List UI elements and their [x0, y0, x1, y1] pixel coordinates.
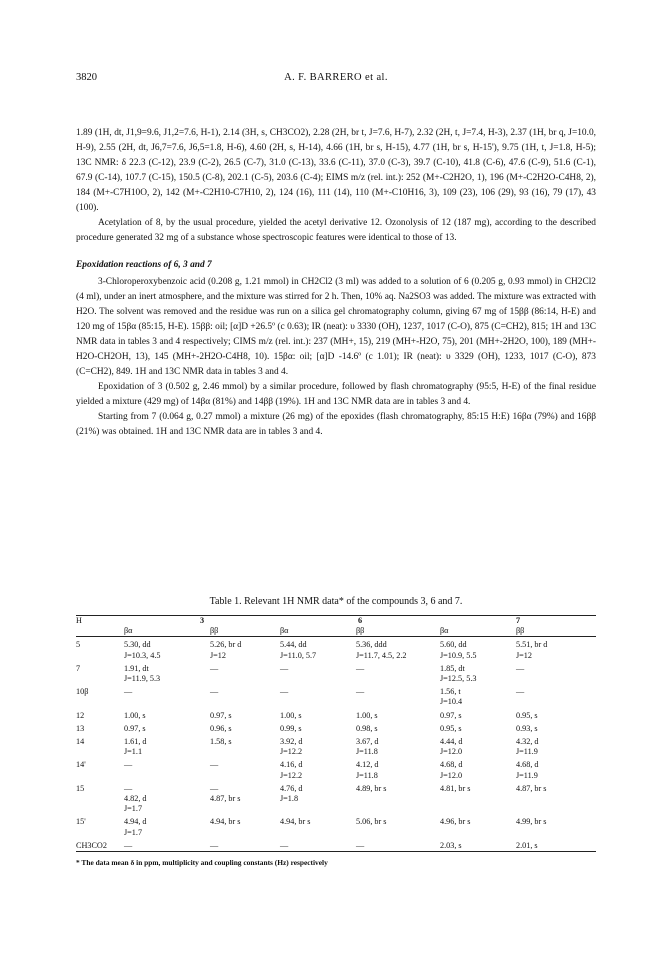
- table-cell: 4.68, d J=11.9: [516, 760, 539, 780]
- subheader: βα: [124, 626, 133, 636]
- table-row: [76, 757, 596, 780]
- paragraph-epoxidation-6: 3-Chloroperoxybenzoic acid (0.208 g, 1.21 mmol) in CH2Cl2 (3 ml) was added to a solution of 6 (0.205 g, 0.93 mmol) in CH2Cl2 (4 ml), under an inert atmosphere, and the mixture was stirred for 2 h. Then, 10% aq. Na2SO3 was added. The mixture was extracted with H2O. The solvent was removed and the residue was run on a silica gel chromatography column, giving 67 mg of 15ββ (86:14, H-E) and 120 mg of 15βα (85:15, H-E). 15ββ: oil; [α]D +26.5º (c 0.63); IR (neat): υ 3330 (OH), 1237, 1017 (C-O), 875 (C=CH2), 815; 1H and 13C NMR data in tables 3 and 4 respectively; CIMS m/z (rel. int.): 237 (MH+, 15), 219 (MH+-H2O, 75), 201 (MH+-2H2O, 100), 189 (MH+-H2O-CH2OH, 13), 145 (MH+-2H2O-C4H8, 10). 15βα: oil; [α]D -14.6º (c 1.01); IR (neat): υ 3329 (OH), 1233, 1017 (C-O), 873 (C=CH2), 849. 1H and 13C NMR data in tables 3 and 4.: [76, 277, 596, 377]
- table-cell: 0.93, s: [516, 723, 538, 733]
- table-cell: 5.06, br s: [356, 817, 387, 827]
- table-row: [76, 781, 596, 815]
- table-cell: 4.89, br s: [356, 783, 387, 793]
- table-cell: 1.58, s: [210, 737, 232, 747]
- row-label: 7: [76, 663, 81, 673]
- table-cell: 4.87, br s: [516, 783, 547, 793]
- table-cell: 5.51, br d J=12: [516, 640, 548, 660]
- table-title: Table 1. Relevant 1H NMR data* of the compounds 3, 6 and 7.: [209, 596, 463, 607]
- paragraph-nmr-data: 1.89 (1H, dt, J1,9=9.6, J1,2=7.6, H-1), 2.14 (3H, s, CH3CO2), 2.28 (2H, br t, J=7.6, H-7), 2.32 (2H, t, J=7.4, H-3), 2.37 (1H, br q, J=10.0, H-9), 2.55 (2H, dt, J6,7=7.6, J6,5=1.8, H-6), 4.60 (2H, s, H-14), 4.66 (1H, br s, H-15), 4.77 (1H, br s, H-15'), 9.75 (1H, t, J=1.8, H-5); 13C NMR: δ 22.3 (C-12), 23.9 (C-2), 26.5 (C-7), 31.0 (C-13), 33.6 (C-11), 37.0 (C-3), 39.7 (C-10), 41.8 (C-6), 47.6 (C-9), 51.6 (C-1), 67.9 (C-14), 107.7 (C-15), 150.5 (C-8), 202.1 (C-5), 203.6 (C-4); EIMS m/z (rel. int.): 252 (M+-C2H2O, 1), 196 (M+-C2H2O-C4H8, 2), 184 (M+-C7H10O, 2), 142 (M+-C2H10-C7H10, 2), 124 (16), 111 (14), 110 (M+-C10H16, 3), 109 (23), 106 (29), 93 (16), 79 (17), 43 (100).: [76, 128, 596, 213]
- table-cell: 1.56, t J=10.4: [440, 687, 463, 707]
- table-cell: 2.01, s: [516, 840, 538, 850]
- table-row: [76, 721, 596, 734]
- row-label: 12: [76, 710, 85, 720]
- row-label: 15': [76, 817, 86, 827]
- group-header-3: 3: [199, 616, 205, 625]
- table-cell: 4.96, br s: [440, 817, 471, 827]
- table-cell: —: [124, 840, 133, 850]
- table-cell: 4.12, d J=11.8: [356, 760, 379, 780]
- group-header-7: 7: [515, 616, 521, 625]
- table-row: [76, 684, 596, 707]
- table-row: [76, 708, 596, 721]
- table-cell: —: [124, 760, 133, 770]
- table-cell: 1.61, d J=1.1: [124, 737, 147, 757]
- page-number: 3820: [76, 72, 97, 83]
- table-cell: 0.99, s: [280, 723, 302, 733]
- subheader: βα: [440, 626, 449, 636]
- table-cell: 0.97, s: [124, 723, 146, 733]
- table-row: [76, 734, 596, 757]
- table-cell: 4.76, d J=1.8: [280, 783, 303, 804]
- table-cell: 5.44, dd J=11.0, 5.7: [280, 640, 317, 660]
- article-body: [76, 126, 596, 440]
- table-cell: 1.91, dt J=11.9, 5.3: [124, 663, 161, 684]
- table-row: [76, 661, 596, 684]
- paragraph-epoxidation-7: Starting from 7 (0.064 g, 0.27 mmol) a mixture (26 mg) of the epoxides (flash chromatography, 85:15 H:E) 16βα (79%) and 16ββ (21%) was obtained. 1H and 13C NMR data are in tables 3 and 4.: [76, 412, 596, 437]
- section-title: Epoxidation reactions of 6, 3 and 7: [76, 260, 212, 270]
- table-cell: —: [356, 663, 365, 673]
- row-label: 10β: [76, 687, 89, 697]
- table-cell: —: [124, 687, 133, 697]
- h-column-header: H: [76, 616, 82, 625]
- table-footnote: * The data mean δ in ppm, multiplicity and coupling constants (Hz) respectively: [76, 858, 328, 868]
- table-cell: 0.95, s: [440, 723, 462, 733]
- subheader: ββ: [210, 626, 219, 636]
- table-1: [76, 596, 596, 867]
- table-cell: 2.03, s: [440, 840, 462, 850]
- table-cell: 4.94, br s: [210, 817, 241, 827]
- table-cell: 5.26, br d J=12: [210, 640, 242, 660]
- paragraph-acetylation: Acetylation of 8, by the usual procedure, yielded the acetyl derivative 12. Ozonolysis of 12 (187 mg), according to the described procedure generated 32 mg of a substance whose spectroscopic features were identical to those of 13.: [76, 218, 596, 243]
- table-cell: 4.44, d J=12.0: [440, 737, 463, 757]
- row-label: 13: [76, 723, 85, 733]
- row-label: CH3CO2: [76, 840, 107, 850]
- table-cell: 1.85, dt J=12.5, 5.3: [440, 663, 477, 684]
- paragraph-epoxidation-3: Epoxidation of 3 (0.502 g, 2.46 mmol) by a similar procedure, followed by flash chromatography (95:5, H-E) of the final residue yielded a mixture (429 mg) of 14βα (81%) and 14ββ (19%). 1H and 13C NMR data are in tables 3 and 4.: [76, 382, 596, 407]
- table-cell: 4.99, br s: [516, 817, 547, 827]
- table-cell: 0.95, s: [516, 710, 538, 720]
- table-cell: —: [280, 840, 289, 850]
- table-row: [76, 838, 596, 852]
- table-cell: —: [210, 663, 219, 673]
- table-cell: 4.16, d J=12.2: [280, 760, 303, 780]
- group-header-6: 6: [357, 616, 363, 625]
- table-cell: 1.00, s: [356, 710, 378, 720]
- nmr-table: [76, 615, 596, 852]
- table-cell: —: [356, 687, 365, 697]
- table-cell: 5.30, dd J=10.3, 4.5: [124, 640, 161, 660]
- table-cell: — 4.87, br s: [210, 783, 241, 804]
- table-cell: —: [210, 840, 219, 850]
- table-row: [76, 814, 596, 837]
- subheader: ββ: [516, 626, 525, 636]
- table-cell: 3.92, d J=12.2: [280, 737, 303, 757]
- row-label: 5: [76, 640, 81, 650]
- table-cell: 5.60, dd J=10.9, 5.5: [440, 640, 477, 660]
- table-cell: —: [280, 663, 289, 673]
- table-cell: 0.98, s: [356, 723, 378, 733]
- row-label: 14': [76, 760, 86, 770]
- table-cell: 0.96, s: [210, 723, 232, 733]
- table-cell: —: [356, 840, 365, 850]
- table-cell: 0.97, s: [210, 710, 232, 720]
- table-cell: 4.94, br s: [280, 817, 311, 827]
- subheader: ββ: [356, 626, 365, 636]
- row-label: 15: [76, 783, 85, 793]
- table-cell: 4.32, d J=11.9: [516, 737, 539, 757]
- row-label: 14: [76, 737, 85, 747]
- table-cell: 1.00, s: [280, 710, 302, 720]
- table-cell: — 4.82, d J=1.7: [124, 783, 147, 814]
- table-cell: 4.81, br s: [440, 783, 471, 793]
- running-author: A. F. BARRERO et al.: [284, 72, 388, 83]
- subheader: βα: [280, 626, 289, 636]
- table-cell: —: [280, 687, 289, 697]
- table-cell: 3.67, d J=11.8: [356, 737, 379, 757]
- page-header: [76, 72, 596, 92]
- table-cell: 1.00, s: [124, 710, 146, 720]
- table-cell: 4.94, d J=1.7: [124, 817, 147, 837]
- table-cell: —: [516, 663, 525, 673]
- table-cell: 5.36, ddd J=11.7, 4.5, 2.2: [356, 640, 407, 660]
- table-cell: 0.97, s: [440, 710, 462, 720]
- table-row: [76, 637, 596, 661]
- table-cell: 4.68, d J=12.0: [440, 760, 463, 780]
- table-cell: —: [516, 687, 525, 697]
- table-cell: —: [210, 687, 219, 697]
- table-cell: —: [210, 760, 219, 770]
